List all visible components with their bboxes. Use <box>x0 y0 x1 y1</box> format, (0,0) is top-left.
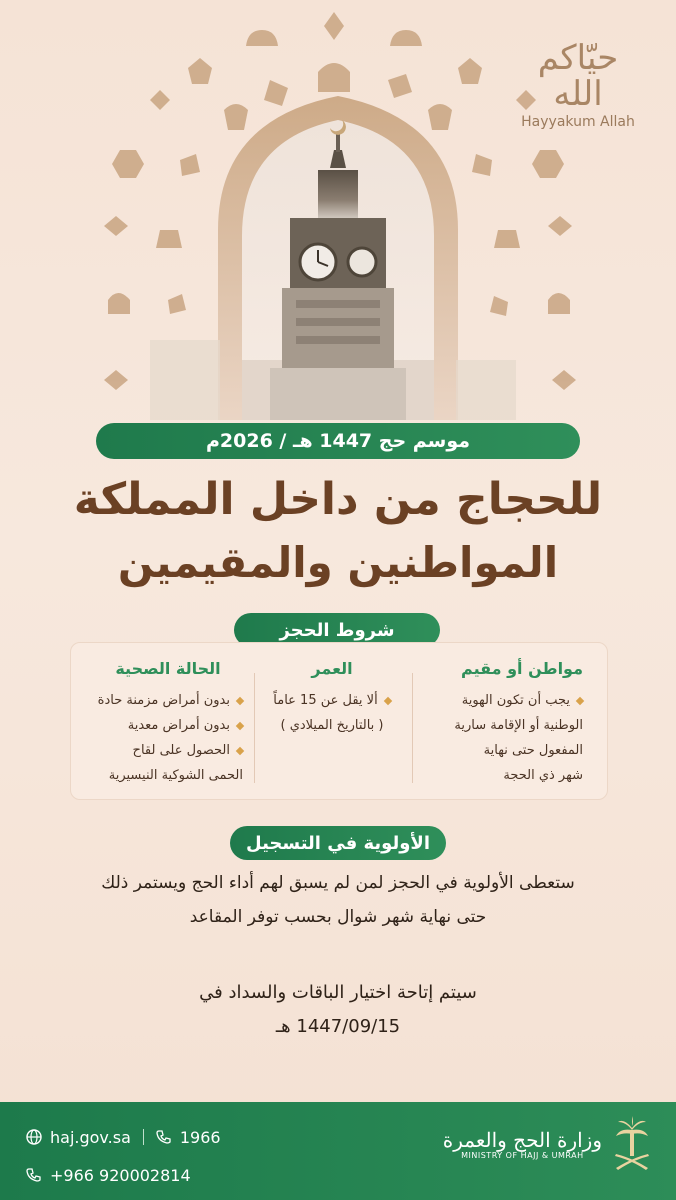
condition-line: الحصول على لقاح <box>132 743 230 758</box>
ministry-name-arabic: وزارة الحج والعمرة <box>442 1127 602 1152</box>
condition-line: المفعول حتى نهاية <box>483 743 583 758</box>
column-divider <box>412 673 413 783</box>
condition-title: العمر <box>311 659 353 678</box>
phone-number[interactable]: +966 920002814 <box>50 1165 191 1185</box>
season-pill: موسم حج 1447 هـ / 2026م <box>96 423 580 459</box>
website-link[interactable]: haj.gov.sa <box>50 1127 131 1147</box>
conditions-panel <box>70 642 608 800</box>
availability-date: 1447/09/15 هـ <box>275 1016 401 1037</box>
bullet-icon <box>236 721 244 729</box>
condition-line: شهر ذي الحجة <box>503 768 583 783</box>
phone-icon <box>26 1167 42 1183</box>
availability-text <box>40 976 636 1044</box>
condition-line: ألا يقل عن 15 عاماً <box>273 693 378 708</box>
brand-arabic: حيّاكم الله <box>537 38 619 114</box>
priority-line: حتى نهاية شهر شوال بحسب توفر المقاعد <box>189 907 487 927</box>
main-title-line-2: المواطنين والمقيمين <box>117 538 559 587</box>
conditions-heading: شروط الحجز <box>234 613 440 647</box>
condition-title: مواطن أو مقيم <box>461 659 583 678</box>
condition-age <box>267 659 397 738</box>
condition-health <box>93 659 243 788</box>
condition-line: يجب أن تكون الهوية <box>461 693 570 708</box>
hayyakum-allah-logo <box>508 40 648 130</box>
bullet-icon <box>383 696 391 704</box>
condition-line: ( بالتاريخ الميلادي ) <box>280 718 384 733</box>
phone-icon <box>156 1129 172 1145</box>
condition-line: بدون أمراض معدية <box>127 718 230 733</box>
condition-line: بدون أمراض مزمنة حادة <box>97 693 230 708</box>
condition-line: الوطنية أو الإقامة سارية <box>454 718 583 733</box>
ministry-logo <box>443 1116 652 1172</box>
bullet-icon <box>236 696 244 704</box>
column-divider <box>254 673 255 783</box>
main-title-line-1: للحجاج من داخل المملكة <box>73 474 603 525</box>
palm-swords-emblem-icon <box>612 1116 652 1172</box>
availability-line: سيتم إتاحة اختيار الباقات والسداد في <box>199 982 477 1003</box>
globe-icon <box>26 1129 42 1145</box>
contact-separator <box>143 1129 144 1145</box>
priority-heading: الأولوية في التسجيل <box>230 826 446 860</box>
priority-text <box>40 866 636 934</box>
ministry-name-english: MINISTRY OF HAJJ & UMRAH <box>461 1150 584 1160</box>
condition-citizen-resident <box>423 659 583 788</box>
bullet-icon <box>236 746 244 754</box>
brand-english: Hayyakum Allah <box>521 114 635 130</box>
priority-line: ستعطى الأولوية في الحجز لمن لم يسبق لهم أداء الحج ويستمر ذلك <box>101 873 575 893</box>
contact-info <box>26 1122 221 1198</box>
hotline-number[interactable]: 1966 <box>179 1127 221 1147</box>
bullet-icon <box>576 696 584 704</box>
condition-line: الحمى الشوكية النيسيرية <box>108 768 243 783</box>
condition-title: الحالة الصحية <box>115 659 221 678</box>
